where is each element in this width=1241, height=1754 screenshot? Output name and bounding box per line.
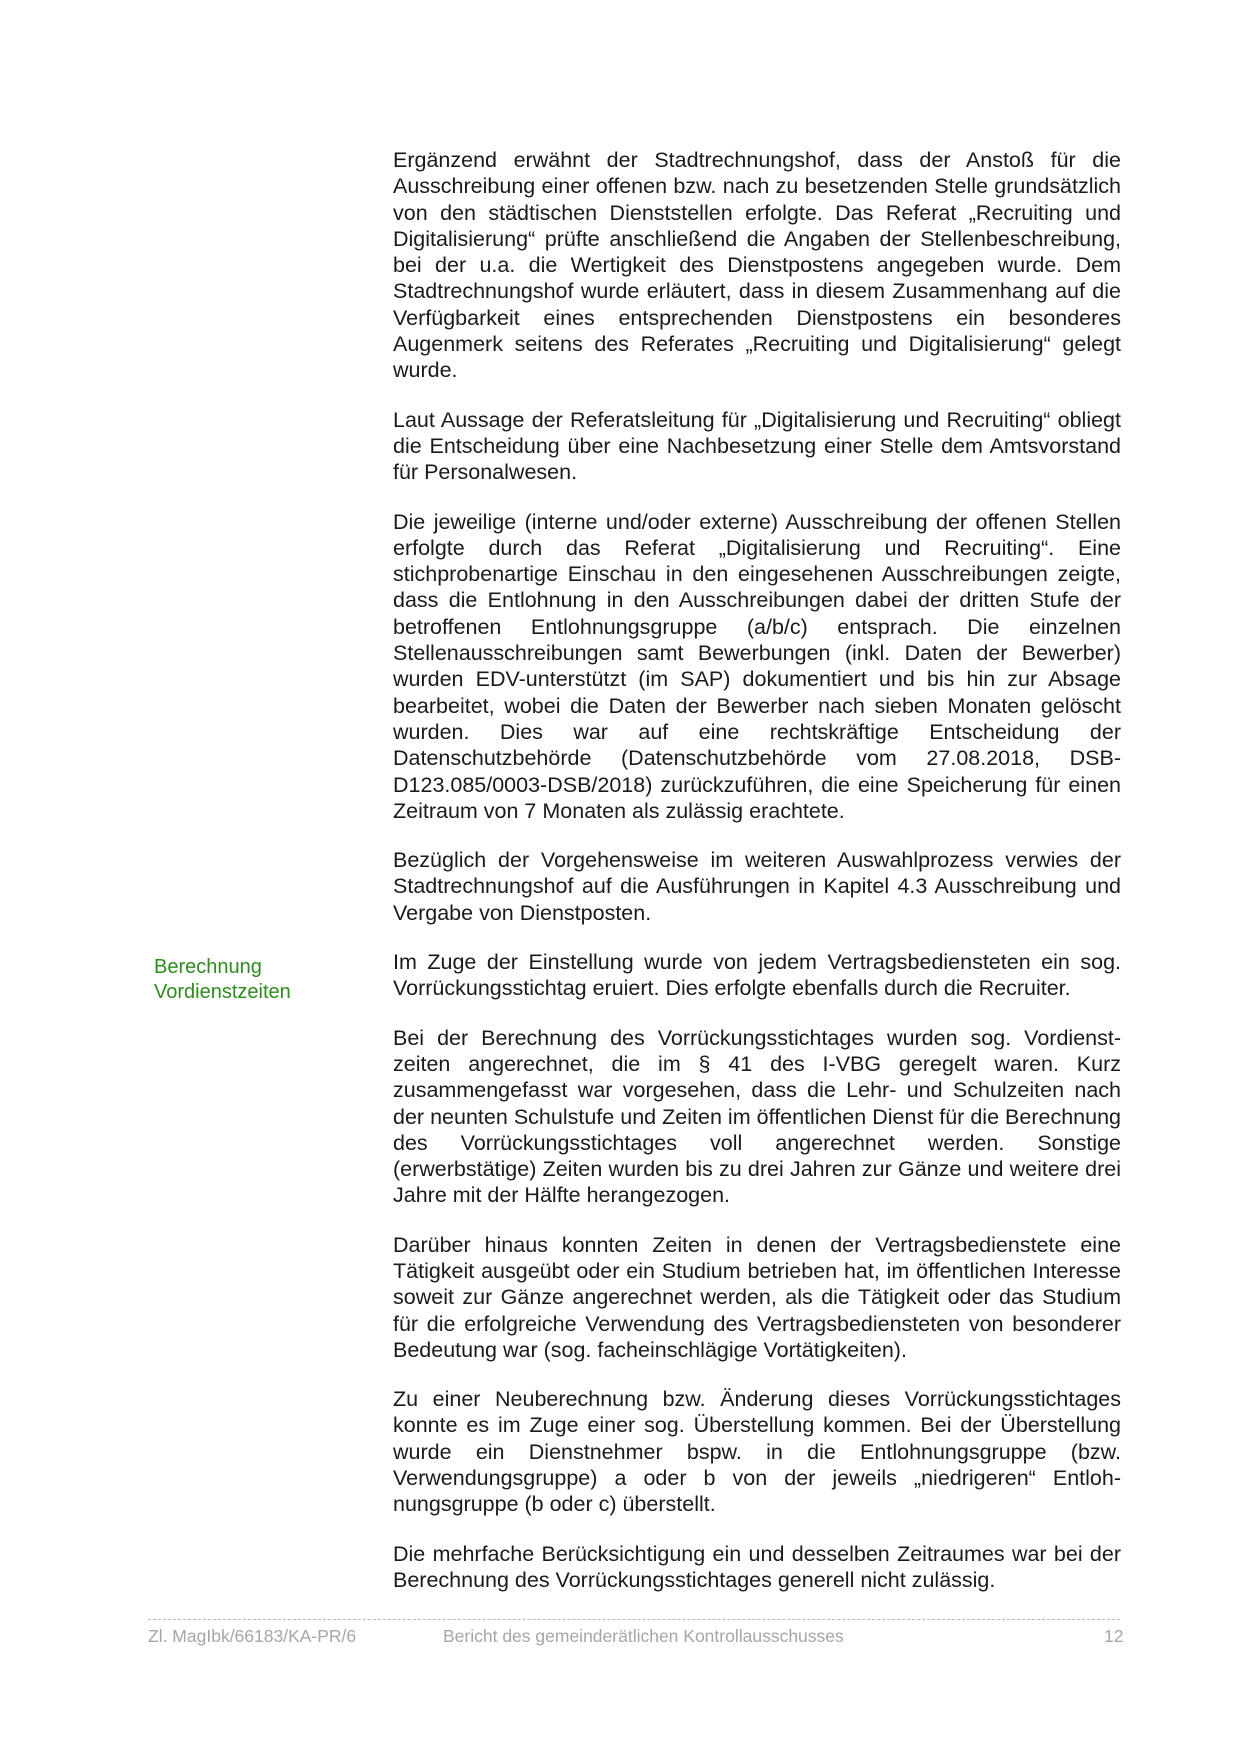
- paragraph: Darüber hinaus konnten Zeiten in denen der Vertragsbedienstete eine Tätigkeit ausgeübt oder ein Studium betrieben hat, im öffentlichen Interesse soweit zur Gänze angerechnet werden, als die Tätigkeit oder das Studium für die erfolgreiche Verwendung des Vertragsbediensteten von besonderer Bedeutung war (sog. facheinschlägige Vortätigkeiten).: [393, 1232, 1121, 1362]
- page-number: 12: [1104, 1626, 1124, 1646]
- margin-heading-line-1: Berechnung: [154, 956, 262, 978]
- paragraph: Die mehrfache Berücksichtigung ein und desselben Zeitraumes war bei der Berechnung des Vorrückungsstichtages generell nicht zulässig.: [393, 1541, 1121, 1592]
- paragraph: Im Zuge der Einstellung wurde von jedem Vertragsbediensteten ein sog. Vorrückungsstichtag eruiert. Dies erfolgte ebenfalls durch die Recruiter.: [393, 950, 1121, 1001]
- paragraph: Zu einer Neuberechnung bzw. Änderung dieses Vorrückungsstichtages konnte es im Zuge einer sog. Überstellung kommen. Bei der Überstellung wurde ein Dienstnehmer bspw. in die Entlohnungsgruppe (bzw. Verwendungsgruppe) a oder b von der jeweils „niedrigeren“ Entlohnungsgruppe (b oder c) überstellt.: [393, 1387, 1121, 1517]
- footer-reference: Zl. MagIbk/66183/KA-PR/6: [148, 1626, 357, 1646]
- footer-title: Bericht des gemeinderätlichen Kontrollausschusses: [443, 1626, 844, 1646]
- paragraph: Die jeweilige (interne und/oder externe) Ausschreibung der offenen Stellen erfolgte durch das Referat „Digitalisierung und Recruiting“. Eine stichprobenartige Einschau in den eingesehenen Ausschreibungen zeigte, dass die Entlohnung in den Ausschreibungen dabei der dritten Stufe der betroffenen Entlohnungsgruppe (a/b/c) entsprach. Die einzelnen Stellenausschreibungen samt Bewerbungen (inkl. Daten der Bewerber) wurden EDV-unterstützt (im SAP) dokumentiert und bis hin zur Absage bearbeitet, wobei die Daten der Bewerber nach sieben Monaten gelöscht wurden. Dies war auf eine rechtskräftige Entscheidung der Datenschutzbehörde (Datenschutzbehörde vom 27.08.2018, DSB-D123.085/0003-DSB/2018) zurückzuführen, die eine Speicherung für einen Zeitraum von 7 Monaten als zulässig erachtete.: [393, 509, 1121, 823]
- body-text: [393, 147, 1121, 1593]
- paragraph: Laut Aussage der Referatsleitung für „Digitalisierung und Recruiting“ obliegt die Entscheidung über eine Nachbesetzung einer Stelle dem Amtsvorstand für Personalwesen.: [393, 407, 1121, 485]
- paragraph: Bezüglich der Vorgehensweise im weiteren Auswahlprozess verwies der Stadtrechnungshof auf die Ausführungen in Kapitel 4.3 Ausschreibung und Vergabe von Dienstposten.: [393, 848, 1121, 925]
- margin-heading: [154, 955, 354, 1005]
- paragraph: Ergänzend erwähnt der Stadtrechnungshof, dass der Anstoß für die Ausschreibung einer offenen bzw. nach zu besetzenden Stelle grundsätzlich von den städtischen Dienststellen erfolgte. Das Referat „Recruiting und Digitalisierung“ prüfte anschließend die Angaben der Stellenbeschreibung, bei der u.a. die Wertigkeit des Dienstpostens angegeben wurde. Dem Stadtrechnungshof wurde erläutert, dass in diesem Zusammenhang auf die Verfügbarkeit eines entsprechenden Dienstpostens ein besonderes Augenmerk seitens des Referates „Recruiting und Digitalisierung“ gelegt wurde.: [393, 148, 1121, 383]
- margin-heading-line-2: Vordienstzeiten: [154, 981, 291, 1003]
- footer-divider: [148, 1619, 1120, 1620]
- paragraph: Bei der Berechnung des Vorrückungsstichtages wurden sog. Vordienstzeiten angerechnet, die im § 41 des I-VBG geregelt waren. Kurz zusammengefasst war vorgesehen, dass die Lehr- und Schulzeiten nach der neunten Schulstufe und Zeiten im öffentlichen Dienst für die Berechnung des Vorrückungsstichtages voll angerechnet werden. Sonstige (erwerbstätige) Zeiten wurden bis zu drei Jahren zur Gänze und weitere drei Jahre mit der Hälfte herangezogen.: [393, 1025, 1121, 1208]
